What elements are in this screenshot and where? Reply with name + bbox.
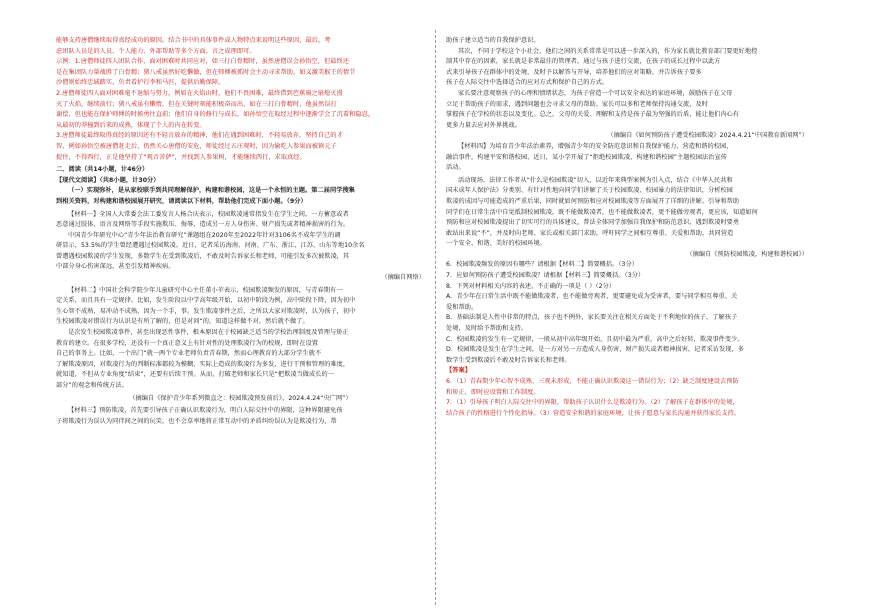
left-column (56, 36, 425, 427)
option-line: 爱和帮助。 (446, 303, 478, 311)
text-line: 能够支持唐僧继续取得真经成功的原因。结合书中的具体事件或人物特点来说明这些原因，最后，考 (56, 37, 331, 44)
source-citation: （摘编自《如何预防孩子遭受校园欺凌》2024.4.21“中国教育新闻网”） (607, 132, 808, 140)
text-line: 智，例如孙悟空被唐僧赶走后，仍然关心唐僧的安危，师徒经过五庄观时，因为偷吃人参果而被镇元子 (56, 142, 337, 150)
text-line: 定关系，而且具有一定规律。比如，发生阶段以中学高年级开始，以初中阶段为例，高中阶段下降，因为初中 (56, 297, 356, 305)
material-4 (446, 142, 808, 250)
option-line: 数学生受到欺凌后不敢及时告诉家长和老师。 (446, 356, 571, 364)
text-line: 就知道，不但从专业角度“结束”，还要有后续干预。从而，打破老师和家长只是“把欺凌当做成长的一 (56, 371, 334, 379)
text-line: 教育的建立。在很多学校，还没有一个真正意义上有针对性的处理欺凌行为的校规，即时在设置 (56, 339, 318, 347)
text-line: （一）实现弥补，是从家校联手到共同理解保护，构建和谐校园，这是一个永恒的主题。第二届同学搜集 (68, 187, 355, 195)
text-line: 部分”的观念和传统方法。 (56, 382, 128, 389)
text-line: 【材料三】预防欺凌，首先要引导孩子正确认识欺凌行为，明白人际交往中的界限，这种界限避免孩 (68, 407, 343, 415)
text-line: 制其中存在的因素，家长就是非常最佳的管理者。通过与孩子进行交流，在孩子的成长过程中以此方 (446, 58, 721, 66)
text-line: 到相关资料，对构建和谐校园展开研究，请阅读以下材料，帮助他们完成下面小题。（9分） (56, 197, 307, 205)
text-line: 融洽事件，构建平安和谐校园，近日，某小学开展了“拒绝校园欺凌，构建和谐校园”主题校园法治宣传 (446, 153, 727, 161)
option-line: 处境，及时给予帮助和支持。 (446, 325, 528, 333)
example-answer (56, 57, 425, 163)
text-line: 活动。 (446, 164, 465, 172)
material-3 (56, 406, 425, 427)
material-1 (56, 210, 425, 274)
text-line: 恶意通过肢体、语言及网络等手段实施欺压、侮辱，造成另一方人身伤害、财产损失或者精神损害的行为。 (56, 221, 350, 229)
source-citation: （摘编自《保护青少年系列微直之：校园欺凌预发前后》，2024.4.24“央广网”） (129, 394, 352, 402)
answers (446, 377, 808, 419)
answer-tail (56, 36, 425, 57)
text-line: 更多力量去应对外界挑战。 (446, 121, 521, 129)
question-7: 7．应如何预防孩子遭受校园欺凌？请根据【材料三】简要概括。（3分） (446, 272, 645, 280)
text-line: 掌握孩子在学校的状态以及变化。总之，父母的关爱、理解和支持是孩子最为坚强的后盾，能让他们内心有 (446, 111, 740, 119)
text-line: 中国青少年研究中心“青少年法治教育研究”课题组在2020年至2022年针对3106名不成年学生的调 (68, 231, 341, 239)
text-line: 是在集团队力量战胜了白骨精；猪八戒虽然好吃懒做，但在师傅被抓时会主动寻求帮助，如义激美猴王的情节 (56, 68, 356, 76)
source-citation: （摘编自《预防校园欺凌，构建和谐校园》） (686, 250, 808, 258)
text-line: 助孩子建立适当的自我保护意识。 (446, 37, 540, 44)
text-line: 其次，不同于学校这个小社会，他们之间的关系常常是可以进一步深入的，作为家长就比教育部门要更好地控 (458, 47, 758, 55)
question-6: 6．校园欺凌频发的原因有哪些？请根据【材料二】简要概括。（3分） (446, 261, 638, 269)
text-line: 3.唐僧师徒最终取得真经的原因还有不轻言放弃的精神，他们在遇到困难时，不轻易放弃，坚持自己的才 (56, 132, 343, 140)
text-line: 是次发生校园欺凌事件，甚至出现恶性事件，根本原因在于校园缺乏适当的学校治理制度及管理与矫正 (68, 329, 349, 337)
text-line: 示例：1.唐僧师徒四人团队合作，面对困难时共同应对，如三打白骨精时，虽然唐僧误会孙悟空，但最终还 (56, 58, 349, 66)
text-line: 从最初的莽撞到后来的成熟，体现了个人的内在转变。 (56, 121, 206, 129)
text-line: 捉住，不得西行，正是他坚持了“观音菩萨”，并找到人参果树，才能继续西行，求取真经。 (56, 153, 306, 161)
answer-line: 和矫正，即时应设置和工作制度。 (446, 388, 540, 396)
text-line: 敢站出来说“不”，并及时向老师、家长或相关部门求助，呼吁同学之间相互尊重、关爱和帮助，共同营造 (446, 229, 734, 237)
text-line: 【材料二】中国社会科学院少年儿童研究中心主任董小苹表示，校园欺凌频发的原因，与青春期有一 (68, 286, 343, 294)
text-line: 一个安全、和谐、美好的校园环境。 (446, 240, 546, 248)
text-line: 立足于帮助孩子的需求，遇到问题也会寻求父母的帮助。家长可以多和老师保持沟通交流，及时 (446, 100, 708, 108)
text-line: 家长要注意观察孩子的心理和情绪状态，为孩子营造一个可以安全表达的家庭环境，鼓励孩子在父母 (458, 89, 733, 97)
answer-line: 结合孩子的性格进行个性化指导。（3）营造安全和谐的家庭环境，让孩子愿意与家长沟通并获得家长支持。 (446, 409, 741, 417)
text-line: 2.唐僧师徒四人面对困难毫不退缩与努力，例如在火焰山时，他们不畏困难，最终借到芭蕉扇之扇熄灭漫 (56, 89, 343, 97)
question-8-options (446, 292, 808, 366)
text-line: 虑团队人员是的人员、个人能力、外部帮助等多个方面，言之成理即可。 (56, 47, 256, 55)
text-line: 中部分身心伤害深远，甚至引发精神疾病。 (56, 263, 175, 271)
answer-line: 7．（1）引导孩子明白人际交往中的界限，帮助孩子认识什么是欺凌行为。（2）了解孩子在群体中的处境， (446, 399, 739, 407)
text-line: 活动现场，法律工作者从“什么是校园欺凌”切入，以近年来典型案例为引入点，结合《中华人民共和 (458, 176, 733, 184)
option-line: D．校园欺凌是发生在学生之间，是一方对另一方造成人身伤害、财产损失或者精神损害，记者采访发现，多 (446, 346, 744, 354)
text-line: 欺凌的成因与可能造成的严重后果，同时就如何预防和应对校园欺凌等方面展开了详细的讲解。引导和帮助 (446, 197, 740, 205)
question-8: 8．下列对材料相关内容的表述，不正确的一项是（ ）（2分） (446, 282, 616, 290)
text-line: 沙僧则始终忠诚踏实，负责看护行李和马匹，提供后勤保障。 (56, 79, 225, 87)
section-title: 二、阅读（共14小题，计46分） (56, 166, 149, 174)
text-line: 子将欺凌行为误认为同伴间之间的玩笑，也不会草率地将正常互动中的矛盾纠纷误认为是欺凌行为，帮 (56, 417, 337, 425)
text-line: 生校园欺凌对错误行为认识是有所了解的，但是对问“的，知道这样做不对，然后就不做了。 (56, 318, 309, 326)
text-line: 了解欺凌原因，对欺凌行为的判断标准都较为模糊，实际上造成的欺凌行为多发，进行干预和管理的难度， (56, 360, 350, 368)
text-line: 曾遭遇校园欺凌的学生发现，多数学生在受到欺凌后，不敢及时告诉家长和老师，可能引发多次被欺凌，其 (56, 252, 350, 260)
material-3-continued (446, 36, 808, 131)
text-line: 灭了火焰，继续前行；猪八戒虽有懒惰，但在关键时刻能积极奋而出，如在三打白骨精时，他虽然误打 (56, 100, 337, 108)
option-line: A．青少年在日常生活中既不能做欺凌者，也不能做旁观者，更要避免成为受害者，要与同学相互尊重、关 (446, 293, 738, 301)
answer-label: 【答案】 (446, 367, 471, 375)
text-line: 式来引导孩子在群体中的处境，及时予以解答与开导，培养他们的应对策略，并告诉孩子要多 (446, 68, 702, 76)
text-line: 国未成年人保护法》分类别、有针对性地向同学们讲解了关于校园欺凌、校园暴力的法律知识，分析校园 (446, 187, 733, 195)
text-line: 同学们在日常生活中自觉抵制校园欺凌，既不能做欺凌者，也不能做欺凌者，更不能做旁观者，更应该，知道如何 (446, 208, 758, 216)
text-line: 【材料一】全国人大常委会法工委发言人杨合庆表示，校园欺凌通常指发生在学生之间，一方蓄意或者 (68, 210, 349, 218)
subsection-title: 【现代文阅读】（共8小题，计30分） (56, 176, 160, 184)
column-divider (435, 30, 436, 605)
option-line: B．基础法制是人性中非常的特点，孩子也不例外，家长要关注在相关方面处于不利地位的孩子，了解孩子 (446, 314, 738, 322)
text-line: 谢偿，但也能在保护师傅的时候勇往直前；他们自身的修行与成长，如孙悟空在取经过程中逐渐学会了沉着和隐忍， (56, 111, 375, 119)
text-line: 自己的事务上。比如，一个出门“就一两个专业老师负责青春期，然而心理教育的大部分学生就不 (56, 350, 322, 358)
text-line: 【材料四】为培育青少年法治素养，增强青少年的安全防范意识和自我保护能力，营造和谐的校园、 (458, 142, 733, 150)
text-line: 生心智不成熟，易冲动不成熟，因为一个手，事。发生欺凌事件之后，之所以大家对欺凌时，认为孩子，初中 (56, 307, 356, 315)
option-line: C．校园欺凌的发生有一定规律，一般从初中高年级开始，且初中最为严重，高中之后好转，欺凌事件变少。 (446, 335, 744, 343)
answer-line: 6．（1）青春期少年心智不成熟、三观未形成，不能正确认识欺凌这一错误行为；（2）缺乏制度建设去预防 (446, 378, 739, 385)
text-line: 孩子在人际交往中选择适合的应对方式和保护自己的方式。 (446, 79, 609, 87)
task-intro (56, 186, 425, 207)
text-line: 研显示，53.5%的学生曾经遭遇过校园欺凌。近日，记者采访海南、河南、广东、浙江、江苏、山东等地10余名 (56, 242, 365, 250)
material-2 (56, 286, 425, 392)
text-line: 预防和应对校园欺凌提出了切实可行的具体建议，普法全体同学加强自我保护和防范意识，遇到欺凌时要勇 (446, 219, 740, 227)
source-citation: （摘编自网络） (381, 274, 425, 282)
right-column (446, 36, 808, 419)
